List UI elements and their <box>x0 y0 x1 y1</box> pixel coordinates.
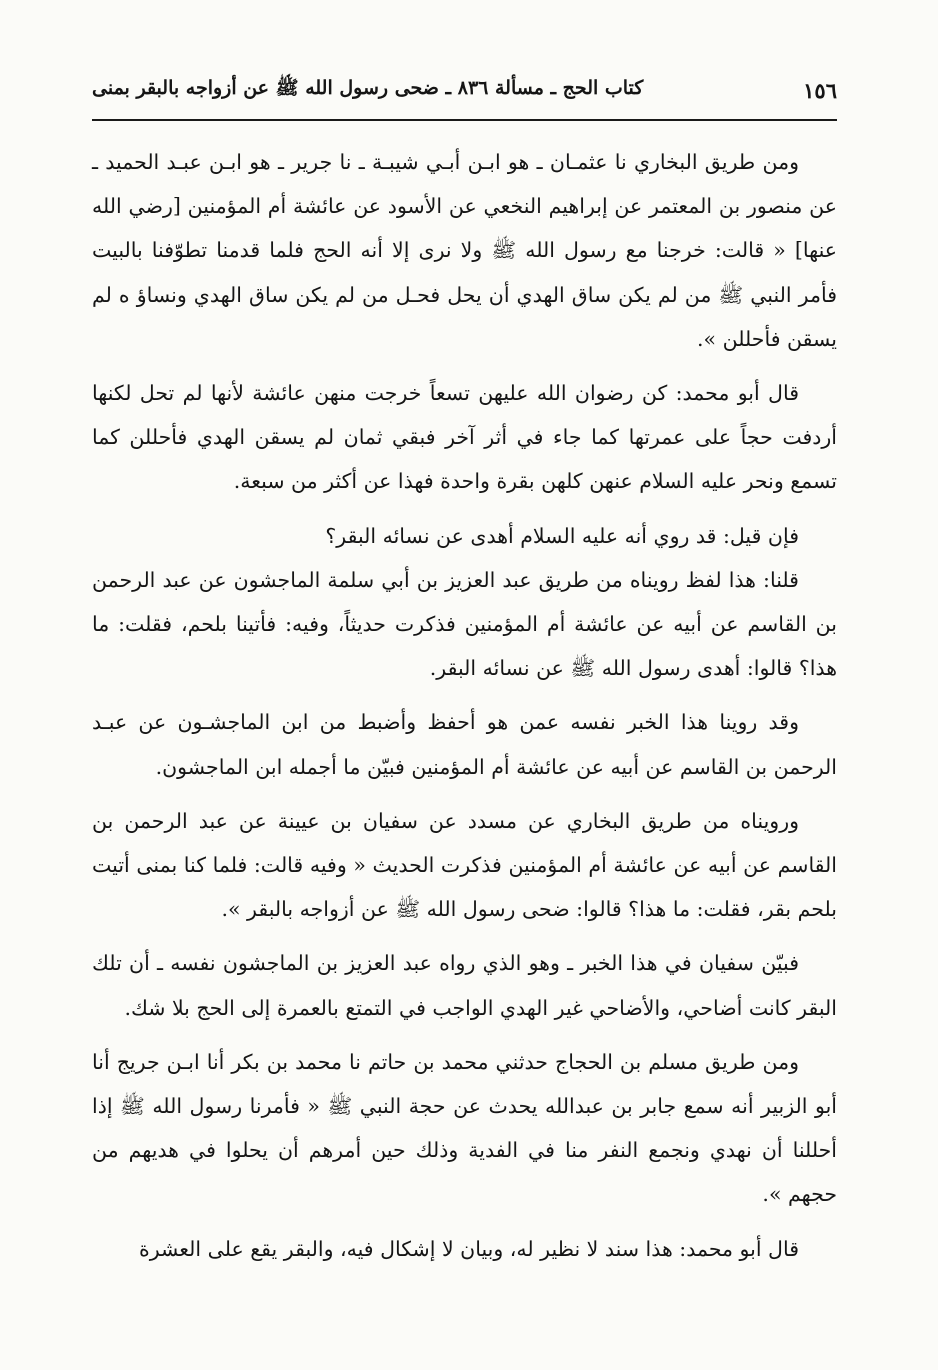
paragraph-final-comment: قال أبو محمد: هذا سند لا نظير له، وبيان لا إشكال فيه، والبقر يقع على العشرة <box>138 1236 799 1261</box>
book-page <box>92 0 837 1370</box>
paragraph-objection: فإن قيل: قد روي أنه عليه السلام أهدى عن نسائه البقر؟ <box>325 523 799 548</box>
page-header <box>92 70 837 110</box>
paragraph-muslim-jabir-hadith: ومن طريق مسلم بن الحجاج حدثني محمد بن حاتم نا محمد بن بكر أنا ابـن جريج أنا أبو الزبير أنه سمع جابر بن عبدالله يحدث عن حجة النبي ﷺ « فأمرنا رسول الله ﷺ إذا أحللنا أن نهدي ونجمع النفر منا في الفدية وذلك حين أمرهم أن يحلوا في هديهم من حجهم ». <box>92 1049 837 1207</box>
paragraph-stronger-narration: وقد روينا هذا الخبر نفسه عمن هو أحفظ وأضبط من ابن الماجشـون عن عبـد الرحمن بن القاسم عن أبيه عن عائشة أم المؤمنين فبيّن ما أجمله ابن الماجشون. <box>92 710 837 779</box>
paragraph-sufyan-clarification: فبيّن سفيان في هذا الخبر ـ وهو الذي رواه عبد العزيز بن الماجشون نفسه ـ أن تلك البقر كانت أضاحي، والأضاحي غير الهدي الواجب في التمتع بالعمرة إلى الحج بلا شك. <box>92 951 837 1020</box>
body-text <box>92 140 837 1281</box>
running-title: كتاب الحج ـ مسألة ٨٣٦ ـ ضحى رسول الله ﷺ عن أزواجه بالبقر بمنى <box>92 77 644 99</box>
paragraph-bukhari-aisha-hadith: ومن طريق البخاري نا عثمـان ـ هو ابـن أبـي شيبـة ـ نا جرير ـ هو ابـن عبـد الحميد ـ عن منصور بن المعتمر عن إبراهيم النخعي عن الأسود عن عائشة أم المؤمنين [رضي الله عنها] « قالت: خرجنا مع رسول الله ﷺ ولا نرى إلا أنه الحج فلما قدمنا تطوّفنا بالبيت فأمر النبي ﷺ من لم يكن ساق الهدي أن يحل فحـل من لم يكن ساق الهدي ونساؤ ه لم يسقن فأحللن ». <box>92 150 837 351</box>
paragraph-reply: قلنا: هذا لفظ رويناه من طريق عبد العزيز بن أبي سلمة الماجشون عن عبد الرحمن بن القاسم عن أبيه عن عائشة أم المؤمنين فذكرت حديثاً، وفيه: فأتينا بلحم، فقلت: ما هذا؟ قالوا: أهدى رسول الله ﷺ عن نسائه البقر. <box>92 567 837 681</box>
header-divider <box>92 119 837 121</box>
paragraph-abu-muhammad-comment: قال أبو محمد: كن رضوان الله عليهن تسعاً خرجت منهن عائشة لأنها لم تحل لكنها أردفت حجاً على عمرتها كما جاء في أثر آخر فبقي ثمان لم يسقن الهدي فأحللن كما تسمع ونحر عليه السلام عنهن كلهن بقرة واحدة فهذا عن أكثر من سبعة. <box>92 381 837 494</box>
page-number: ١٥٦ <box>803 77 837 103</box>
paragraph-musaddad-narration: ورويناه من طريق البخاري عن مسدد عن سفيان بن عيينة عن عبد الرحمن بن القاسم عن أبيه عن عائشة أم المؤمنين فذكرت الحديث « وفيه قالت: فلما كنا بمنى أتيت بلحم بقر، فقلت: ما هذا؟ قالوا: ضحى رسول الله ﷺ عن أزواجه بالبقر ». <box>92 808 837 922</box>
